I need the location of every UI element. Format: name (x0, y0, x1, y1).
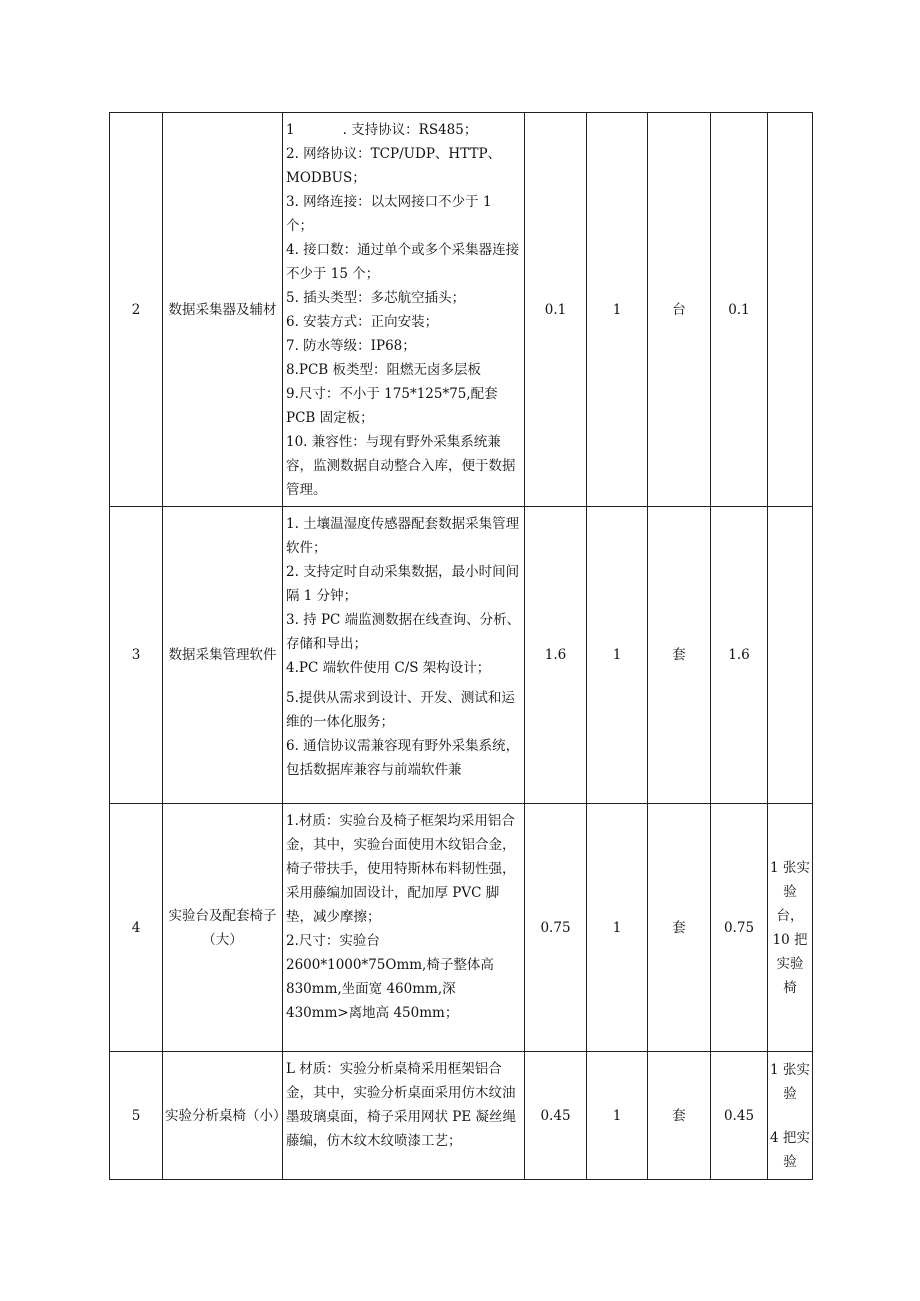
param-line: 5.提供从需求到设计、开发、测试和运维的一体化服务； (286, 690, 515, 730)
remark-line: 4 把实验 (770, 1129, 810, 1170)
param-line: L 材质：实验分析桌椅采用框架铝合金，其中，实验分析桌面采用仿木纹油墨玻璃桌面，椅子采用网状 PE 凝丝绳藤编，仿木纹木纹喷漆工艺； (286, 1061, 517, 1149)
table-row (110, 1052, 813, 1180)
total-price: 0.45 (711, 1052, 768, 1180)
param-line: 2. 网络协议：TCP/UDP、HTTP、MODBUS； (286, 146, 502, 186)
item-name: 数据采集管理软件 (163, 507, 283, 804)
quantity: 1 (587, 804, 648, 1052)
remark (768, 1052, 813, 1180)
row-number: 3 (110, 507, 163, 804)
unit: 套 (648, 507, 711, 804)
remark-line: 10 把实验椅 (772, 931, 808, 996)
table-row (110, 113, 813, 507)
param-line: 9.尺寸：不小于 175*125*75,配套 PCB 固定板； (286, 386, 498, 426)
remark (768, 507, 813, 804)
row-number: 2 (110, 113, 163, 507)
table-row (110, 507, 813, 804)
param-line: 8.PCB 板类型：阻燃无卤多层板 (286, 362, 482, 378)
unit-price: 0.45 (525, 1052, 587, 1180)
quantity: 1 (587, 1052, 648, 1180)
param-line: 10. 兼容性：与现有野外采集系统兼容，监测数据自动整合入库，便于数据管理。 (286, 434, 516, 498)
unit: 套 (648, 804, 711, 1052)
param-line: 3. 持 PC 端监测数据在线查询、分析、存储和导出； (286, 612, 521, 652)
item-params (283, 507, 525, 804)
unit-price: 1.6 (525, 507, 587, 804)
remark-line: 1 张实验 (770, 1061, 810, 1102)
param-line: 6. 通信协议需兼容现有野外采集系统，包括数据库兼容与前端软件兼 (286, 738, 520, 778)
param-line: 4. 接口数：通过单个或多个采集器连接不少于 15 个； (286, 242, 520, 282)
quantity: 1 (587, 113, 648, 507)
item-params (283, 804, 525, 1052)
total-price: 0.75 (711, 804, 768, 1052)
table-row (110, 804, 813, 1052)
row-number: 4 (110, 804, 163, 1052)
unit-price: 0.1 (525, 113, 587, 507)
param-line: 5. 插头类型：多芯航空插头； (286, 290, 466, 306)
param-line: 1. 土壤温湿度传感器配套数据采集管理软件； (286, 516, 520, 556)
param-line: 4.PC 端软件使用 C/S 架构设计； (286, 660, 491, 676)
spec-table (109, 112, 813, 1180)
quantity: 1 (587, 507, 648, 804)
param-line: 1 . 支持协议：RS485； (286, 122, 478, 138)
remark (768, 804, 813, 1052)
param-line: 6. 安装方式：正向安装； (286, 314, 439, 330)
unit: 套 (648, 1052, 711, 1180)
item-name: 实验台及配套椅子（大） (163, 804, 283, 1052)
param-line: 2.尺寸：实验台 2600*1000*75Omm,椅子整体高 830mm,坐面宽 460mm,深 430mm>离地高 450mm； (286, 933, 494, 1021)
unit: 台 (648, 113, 711, 507)
item-params (283, 113, 525, 507)
item-name: 实验分析桌椅（小） (163, 1052, 283, 1180)
param-line: 3. 网络连接：以太网接口不少于 1 个； (286, 194, 492, 234)
item-name: 数据采集器及辅材 (163, 113, 283, 507)
total-price: 1.6 (711, 507, 768, 804)
total-price: 0.1 (711, 113, 768, 507)
param-line: 1.材质：实验台及椅子框架均采用铝合金，其中，实验台面使用木纹铝合金，椅子带扶手，使用特斯林布料韧性强，采用藤编加固设计，配加厚 PVC 脚垫，减少摩擦； (286, 813, 516, 925)
unit-price: 0.75 (525, 804, 587, 1052)
remark-line: 1 张实验台， (770, 859, 810, 924)
item-params (283, 1052, 525, 1180)
param-line: 2. 支持定时自动采集数据，最小时间间隔 1 分钟； (286, 564, 520, 604)
row-number: 5 (110, 1052, 163, 1180)
param-line: 7. 防水等级：IP68； (286, 338, 416, 354)
remark (768, 113, 813, 507)
